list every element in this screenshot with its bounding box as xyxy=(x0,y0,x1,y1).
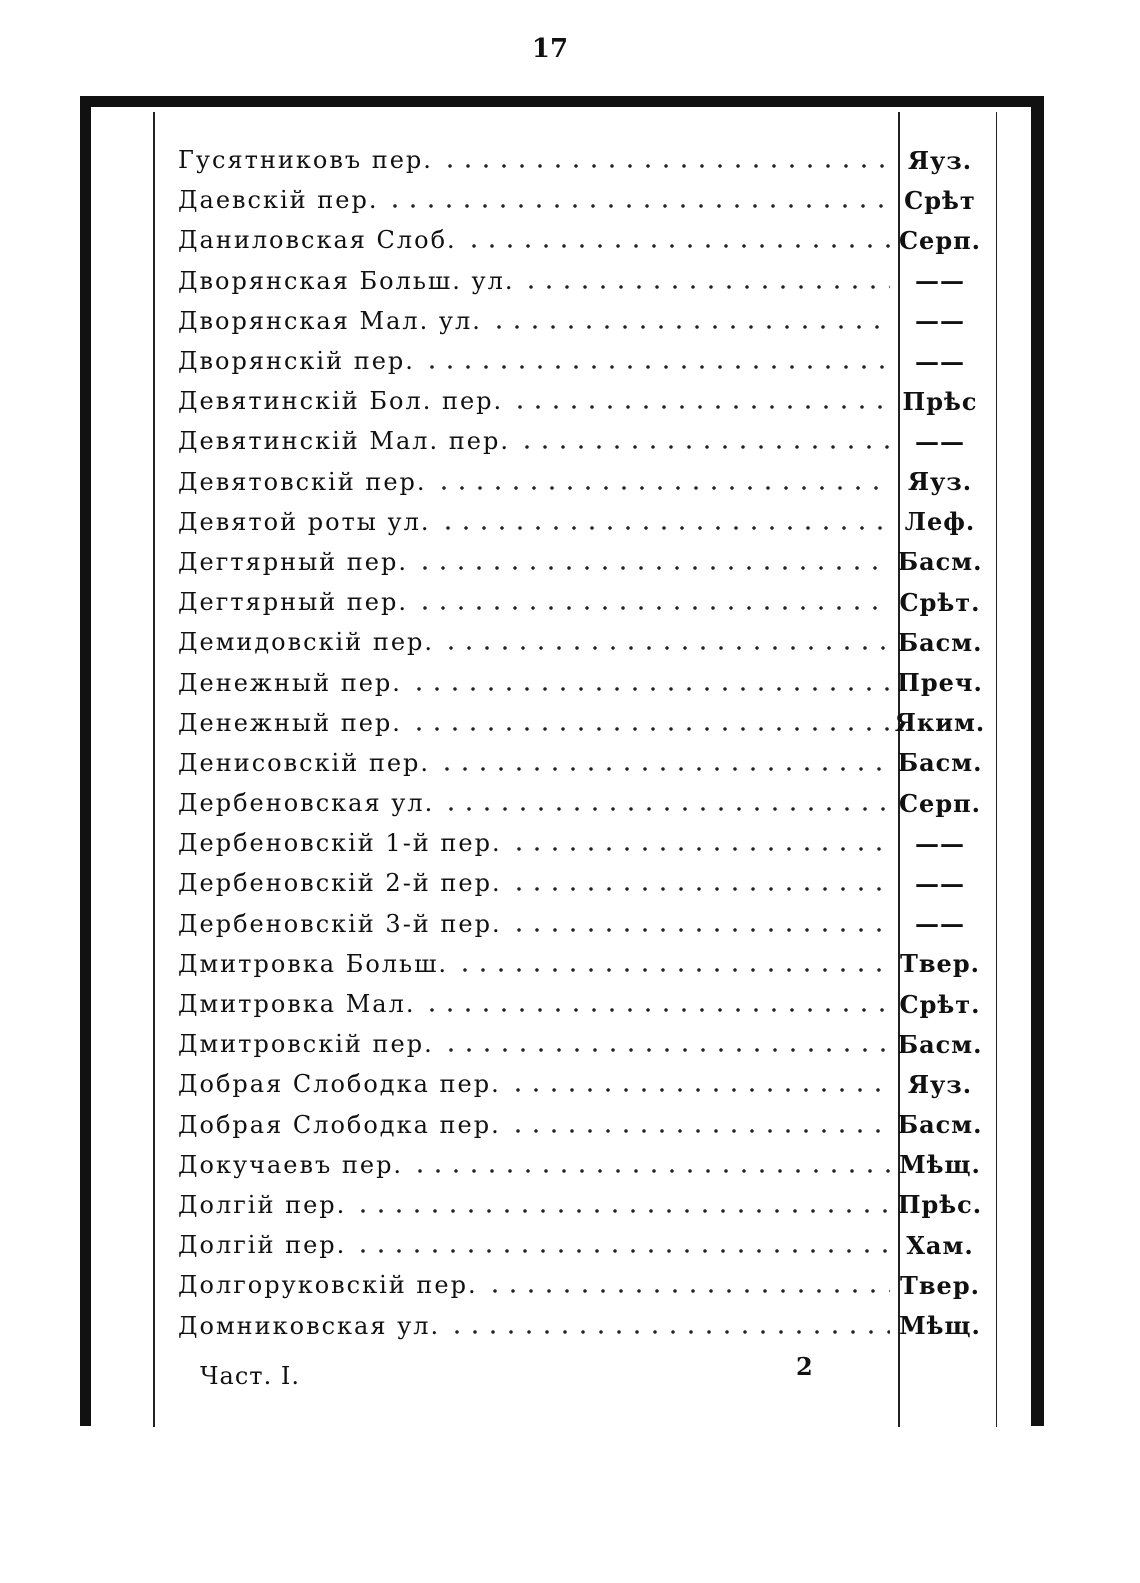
dot-leader xyxy=(386,204,890,208)
dot-leader xyxy=(435,486,890,490)
street-cell xyxy=(178,1231,890,1259)
district-abbreviation: —— xyxy=(915,426,965,456)
street-name: Дербеновскій 3-й пер. xyxy=(178,909,502,938)
dot-leader xyxy=(486,1289,890,1293)
index-entry xyxy=(178,542,990,582)
index-entry xyxy=(178,582,990,622)
dot-leader xyxy=(354,1249,890,1253)
street-name: Дмитровка Мал. xyxy=(178,990,416,1019)
index-entry xyxy=(178,703,990,743)
street-name: Долгоруковскій пер. xyxy=(178,1271,478,1300)
dot-leader xyxy=(518,445,890,449)
district-abbreviation: —— xyxy=(915,306,965,336)
sheet-number: 2 xyxy=(796,1352,813,1381)
index-entry xyxy=(178,301,990,341)
index-entry xyxy=(178,1024,990,1064)
index-entry xyxy=(178,783,990,823)
street-cell xyxy=(178,990,890,1018)
district-abbreviation: Серп. xyxy=(898,225,982,255)
street-name: Дмитровскій пер. xyxy=(178,1030,434,1059)
index-entry xyxy=(178,261,990,301)
district-abbreviation: Леф. xyxy=(904,507,976,537)
index-entry xyxy=(178,662,990,702)
dot-leader xyxy=(410,687,890,691)
district-abbreviation: Яуз. xyxy=(907,1069,973,1099)
street-cell xyxy=(178,869,890,897)
dot-leader xyxy=(410,727,890,731)
district-abbreviation: Срѣт. xyxy=(899,587,981,617)
district-abbreviation: Прѣс. xyxy=(897,1190,983,1220)
street-cell xyxy=(178,1111,890,1139)
index-entry xyxy=(178,823,990,863)
street-name: Девятинскій Мал. пер. xyxy=(178,427,510,456)
street-name: Девятовскій пер. xyxy=(178,467,427,496)
index-entry xyxy=(178,1105,990,1145)
street-cell xyxy=(178,267,890,295)
street-cell xyxy=(178,427,890,455)
dot-leader xyxy=(448,1330,890,1334)
street-cell xyxy=(178,1151,890,1179)
street-cell xyxy=(178,669,890,697)
district-abbreviation: —— xyxy=(915,266,965,296)
street-cell xyxy=(178,1070,890,1098)
page-number: 17 xyxy=(531,34,569,64)
dot-leader xyxy=(509,1088,890,1092)
dot-leader xyxy=(416,566,890,570)
street-cell xyxy=(178,548,890,576)
district-abbreviation: Серп. xyxy=(898,788,982,818)
street-name: Дворянская Больш. ул. xyxy=(178,266,515,295)
index-entry xyxy=(178,1185,990,1225)
street-name: Домниковская ул. xyxy=(178,1311,441,1340)
district-abbreviation: Срѣт. xyxy=(899,989,981,1019)
district-abbreviation: Мѣщ. xyxy=(899,1150,981,1180)
index-entry xyxy=(178,220,990,260)
street-name: Гусятниковъ пер. xyxy=(178,146,433,175)
street-name: Демидовскій пер. xyxy=(178,628,435,657)
street-name: Девятой роты ул. xyxy=(178,507,431,536)
index-entry xyxy=(178,904,990,944)
index-entry xyxy=(178,502,990,542)
index-entry xyxy=(178,743,990,783)
street-cell xyxy=(178,347,890,375)
street-cell xyxy=(178,628,890,656)
district-abbreviation: —— xyxy=(915,868,965,898)
district-abbreviation: Хам. xyxy=(906,1230,974,1260)
street-index-list xyxy=(178,140,990,1346)
index-entry xyxy=(178,421,990,461)
district-abbreviation: —— xyxy=(915,346,965,376)
street-name: Дербеновская ул. xyxy=(178,789,435,818)
index-entry xyxy=(178,381,990,421)
dot-leader xyxy=(416,606,890,610)
district-abbreviation: Яуз. xyxy=(907,145,973,175)
street-cell xyxy=(178,1030,890,1058)
district-abbreviation: Яуз. xyxy=(907,467,973,497)
street-name: Дворянскій пер. xyxy=(178,347,415,376)
street-name: Добрая Слободка пер. xyxy=(178,1110,501,1139)
street-cell xyxy=(178,307,890,335)
street-name: Дербеновскій 2-й пер. xyxy=(178,869,502,898)
dot-leader xyxy=(522,285,890,289)
dot-leader xyxy=(511,405,890,409)
district-abbreviation: Басм. xyxy=(897,1029,983,1059)
district-abbreviation: Твер. xyxy=(900,1270,980,1300)
dot-leader xyxy=(456,968,890,972)
index-entry xyxy=(178,140,990,180)
index-entry xyxy=(178,863,990,903)
district-abbreviation: Басм. xyxy=(897,547,983,577)
street-cell xyxy=(178,829,890,857)
street-name: Денежный пер. xyxy=(178,708,402,737)
district-abbreviation: —— xyxy=(915,909,965,939)
index-entry xyxy=(178,944,990,984)
dot-leader xyxy=(510,928,890,932)
street-name: Дворянская Мал. ул. xyxy=(178,306,482,335)
dot-leader xyxy=(442,646,890,650)
dot-leader xyxy=(509,1129,890,1133)
street-name: Дербеновскій 1-й пер. xyxy=(178,829,502,858)
index-entry xyxy=(178,341,990,381)
street-cell xyxy=(178,186,890,214)
street-cell xyxy=(178,910,890,938)
district-abbreviation: Яким. xyxy=(894,708,986,738)
dot-leader xyxy=(510,887,890,891)
index-entry xyxy=(178,1064,990,1104)
district-abbreviation: —— xyxy=(915,828,965,858)
street-name: Денисовскій пер. xyxy=(178,748,431,777)
street-cell xyxy=(178,749,890,777)
dot-leader xyxy=(510,847,890,851)
street-name: Добрая Слободка пер. xyxy=(178,1070,501,1099)
street-cell xyxy=(178,1312,890,1340)
street-cell xyxy=(178,1271,890,1299)
district-abbreviation: Басм. xyxy=(897,1110,983,1140)
street-name: Даниловская Слоб. xyxy=(178,226,457,255)
dot-leader xyxy=(441,164,890,168)
street-cell xyxy=(178,588,890,616)
dot-leader xyxy=(442,807,890,811)
district-abbreviation: Преч. xyxy=(897,668,983,698)
street-name: Докучаевъ пер. xyxy=(178,1150,404,1179)
left-column-rule xyxy=(153,112,155,1427)
dot-leader xyxy=(354,1209,890,1213)
district-abbreviation: Басм. xyxy=(897,748,983,778)
index-entry xyxy=(178,1225,990,1265)
dot-leader xyxy=(438,767,890,771)
street-cell xyxy=(178,468,890,496)
street-name: Дегтярный пер. xyxy=(178,547,408,576)
district-abbreviation: Твер. xyxy=(900,949,980,979)
street-name: Дмитровка Больш. xyxy=(178,949,449,978)
street-cell xyxy=(178,709,890,737)
dot-leader xyxy=(423,1008,890,1012)
street-name: Денежный пер. xyxy=(178,668,402,697)
street-name: Долгій пер. xyxy=(178,1231,347,1260)
dot-leader xyxy=(490,325,890,329)
index-entry xyxy=(178,462,990,502)
street-cell xyxy=(178,789,890,817)
dot-leader xyxy=(423,365,890,369)
district-abbreviation: Басм. xyxy=(897,627,983,657)
index-entry xyxy=(178,1265,990,1305)
part-label: Част. I. xyxy=(200,1362,300,1390)
index-entry xyxy=(178,1305,990,1345)
street-name: Дегтярный пер. xyxy=(178,588,408,617)
district-abbreviation: Прѣс xyxy=(902,386,978,416)
street-cell xyxy=(178,146,890,174)
street-cell xyxy=(178,508,890,536)
index-entry xyxy=(178,984,990,1024)
dot-leader xyxy=(411,1169,890,1173)
index-entry xyxy=(178,180,990,220)
street-cell xyxy=(178,950,890,978)
district-abbreviation: Срѣт xyxy=(904,185,976,215)
district-abbreviation: Мѣщ. xyxy=(899,1311,981,1341)
dot-leader xyxy=(442,1048,890,1052)
street-cell xyxy=(178,1191,890,1219)
street-name: Долгій пер. xyxy=(178,1190,347,1219)
outer-column-rule xyxy=(996,112,997,1427)
index-entry xyxy=(178,622,990,662)
dot-leader xyxy=(439,526,890,530)
street-name: Даевскій пер. xyxy=(178,186,379,215)
dot-leader xyxy=(465,244,890,248)
street-name: Девятинскій Бол. пер. xyxy=(178,387,504,416)
index-entry xyxy=(178,1145,990,1185)
street-cell xyxy=(178,226,890,254)
street-cell xyxy=(178,387,890,415)
